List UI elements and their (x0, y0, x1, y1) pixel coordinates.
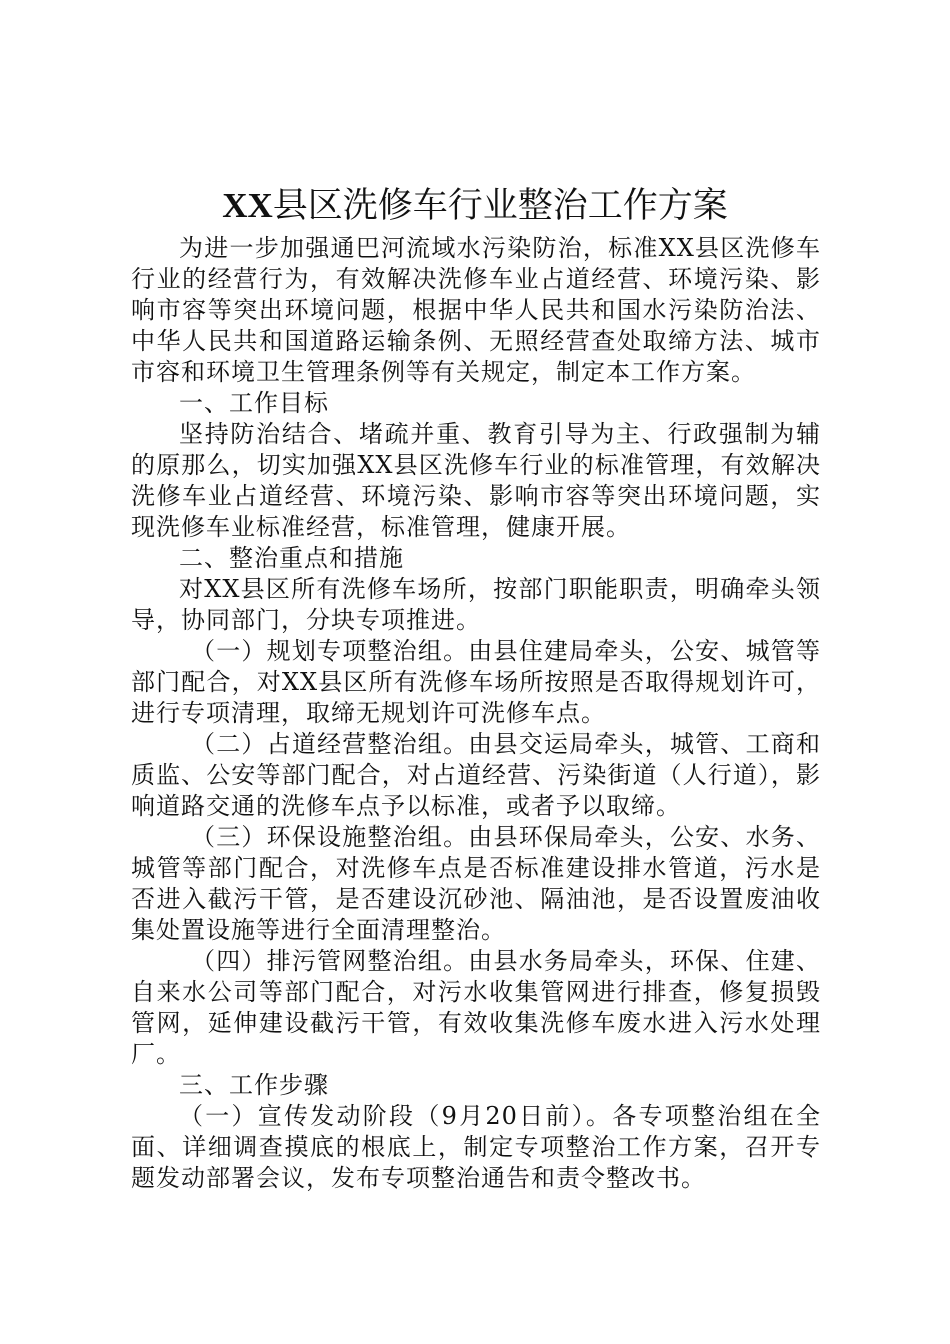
measures-paragraph: 对XX县区所有洗修车场所，按部门职能职责，明确牵头领导，协同部门，分块专项推进。 (131, 575, 821, 634)
measure-item-planning: （一）规划专项整治组。由县住建局牵头，公安、城管等部门配合，对XX县区所有洗修车场所按照是否取得规划许可，进行专项清理，取缔无规划许可洗修车点。 (131, 637, 821, 727)
section-heading-goals: 一、工作目标 (179, 389, 329, 417)
measure-item-environment: （三）环保设施整治组。由县环保局牵头，公安、水务、城管等部门配合，对洗修车点是否标准建设排水管道，污水是否进入截污干管，是否建设沉砂池、隔油池，是否设置废油收集处置设施等进行全面清理整治。 (131, 823, 821, 944)
intro-paragraph: 为进一步加强通巴河流域水污染防治，标准XX县区洗修车行业的经营行为，有效解决洗修车业占道经营、环境污染、影响市容等突出环境问题，根据中华人民共和国水污染防治法、中华人民共和国道路运输条例、无照经营查处取缔方法、城市市容和环境卫生管理条例等有关规定，制定本工作方案。 (131, 234, 821, 386)
document-title (0, 178, 950, 234)
measure-item-sewage: （四）排污管网整治组。由县水务局牵头，环保、住建、自来水公司等部门配合，对污水收集管网进行排查，修复损毁管网，延伸建设截污干管，有效收集洗修车废水进入污水处理厂。 (131, 947, 821, 1068)
step-item-publicity: （一）宣传发动阶段（9月20日前）。各专项整治组在全面、详细调查摸底的根底上，制定专项整治工作方案，召开专题发动部署会议，发布专项整治通告和责令整改书。 (131, 1102, 821, 1192)
title-prefix: XX (222, 186, 273, 225)
section-heading-measures: 二、整治重点和措施 (179, 544, 404, 572)
title-rest: 县区洗修车行业整治工作方案 (272, 186, 728, 226)
goals-paragraph: 坚持防治结合、堵疏并重、教育引导为主、行政强制为辅的原那么，切实加强XX县区洗修车行业的标准管理，有效解决洗修车业占道经营、环境污染、影响市容等突出环境问题，实现洗修车业标准经营，标准管理，健康开展。 (131, 420, 821, 541)
section-heading-steps: 三、工作步骤 (179, 1071, 329, 1099)
document-body (131, 233, 821, 1194)
measure-item-road: （二）占道经营整治组。由县交运局牵头，城管、工商和质监、公安等部门配合，对占道经营、污染街道（人行道），影响道路交通的洗修车点予以标准，或者予以取缔。 (131, 730, 821, 820)
